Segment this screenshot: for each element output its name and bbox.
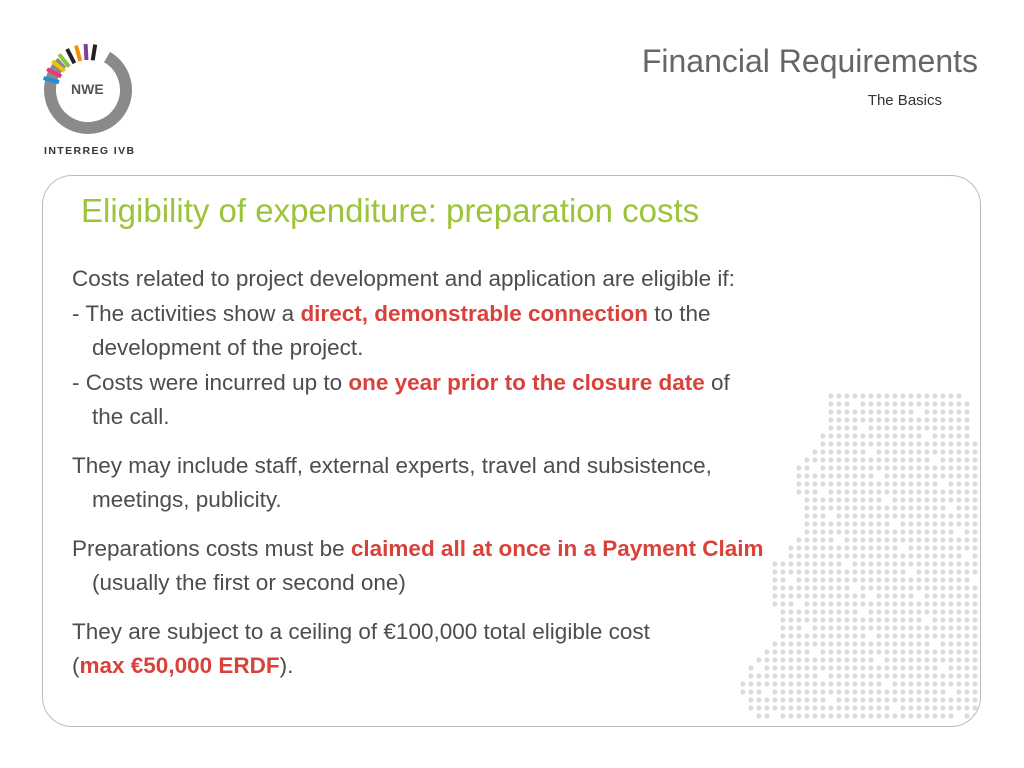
map-dot [844,697,849,702]
bullet-text: - Costs were incurred up to [72,369,349,395]
logo-stripe [86,44,87,60]
paragraph-included-costs [72,449,967,518]
map-dot [956,697,961,702]
map-dot [972,601,977,606]
logo-stripe [67,49,74,63]
highlight-text: max €50,000 ERDF [79,653,280,678]
map-dot [828,689,833,694]
map-dot [820,705,825,710]
map-dot [972,489,977,494]
map-dot [804,697,809,702]
map-dot [972,713,977,718]
map-dot [972,553,977,558]
map-dot [812,705,817,710]
map-dot [948,713,953,718]
map-dot [796,713,801,718]
map-dot [796,705,801,710]
map-dot [940,705,945,710]
map-dot [868,705,873,710]
map-dot [860,689,865,694]
map-dot [972,705,977,710]
paragraph-text: They may include staff, external experts, travel and subsistence, [72,452,712,478]
map-dot [796,689,801,694]
bullet-text: to the [648,300,711,326]
map-dot [836,713,841,718]
map-dot [748,705,753,710]
map-dot [900,689,905,694]
map-dot [972,497,977,502]
map-dot [908,697,913,702]
map-dot [972,689,977,694]
map-dot [876,689,881,694]
map-dot [972,617,977,622]
map-dot [916,713,921,718]
map-dot [764,705,769,710]
map-dot [772,705,777,710]
paragraph-eligibility [72,262,967,435]
map-dot [908,689,913,694]
paragraph-text: ( [72,653,80,678]
bullet-text: of [704,369,730,395]
map-dot [876,705,881,710]
map-dot [748,697,753,702]
map-dot [788,697,793,702]
map-dot [924,697,929,702]
bullet-continuation: the call. [92,404,170,429]
bullet-text: - The activities show a [72,300,301,326]
map-dot [868,713,873,718]
map-dot [868,697,873,702]
map-dot [940,697,945,702]
map-dot [884,697,889,702]
highlight-text: direct, demonstrable connection [300,300,649,326]
map-dot [972,665,977,670]
map-dot [964,713,969,718]
map-dot [844,705,849,710]
map-dot [788,689,793,694]
map-dot [860,705,865,710]
map-dot [972,633,977,638]
content-panel [42,175,981,727]
map-dot [924,689,929,694]
map-dot [852,689,857,694]
highlight-text: one year prior to the closure date [348,369,705,395]
map-dot [964,697,969,702]
map-dot [972,681,977,686]
map-dot [756,705,761,710]
map-dot [972,561,977,566]
paragraph-text: They are subject to a ceiling of €100,000 total eligible cost [72,618,650,644]
map-dot [788,705,793,710]
map-dot [884,705,889,710]
map-dot [972,569,977,574]
map-dot [916,689,921,694]
map-dot [972,657,977,662]
map-dot [756,697,761,702]
map-dot [844,713,849,718]
map-dot [892,713,897,718]
map-dot [964,705,969,710]
map-dot [844,689,849,694]
map-dot [972,473,977,478]
logo-stripe [76,46,80,61]
map-dot [972,529,977,534]
map-dot [972,537,977,542]
map-dot [884,713,889,718]
map-dot [972,545,977,550]
map-dot [764,713,769,718]
map-dot [940,689,945,694]
map-dot [972,625,977,630]
logo-mark-text: NWE [71,81,104,97]
map-dot [804,689,809,694]
map-dot [972,641,977,646]
map-dot [940,713,945,718]
paragraph-text: Preparations costs must be [72,535,351,561]
map-dot [972,593,977,598]
paragraph-continuation: meetings, publicity. [92,487,282,512]
map-dot [804,705,809,710]
map-dot [772,697,777,702]
claim-line [72,536,764,561]
slide-subtitle: The Basics [867,92,942,109]
eligibility-intro: Costs related to project development and application are eligible if: [72,266,735,291]
paragraph-continuation: (usually the first or second one) [92,570,406,595]
map-dot [820,697,825,702]
map-dot [932,689,937,694]
map-dot [876,697,881,702]
map-dot [972,649,977,654]
map-dot [836,689,841,694]
map-dot [756,713,761,718]
map-dot [780,713,785,718]
map-dot [972,521,977,526]
slide-title: Financial Requirements [641,43,978,79]
map-dot [788,713,793,718]
paragraph-text: ). [279,653,294,678]
highlight-text: claimed all at once in a Payment Claim [350,535,764,561]
map-dot [852,697,857,702]
map-dot [772,689,777,694]
map-dot [892,697,897,702]
map-dot [868,689,873,694]
map-dot [972,441,977,446]
bullet-closure-date [72,370,730,395]
map-dot [836,697,841,702]
slide-body [72,262,967,684]
map-dot [828,705,833,710]
map-dot [916,697,921,702]
map-dot [932,705,937,710]
map-dot [900,705,905,710]
map-dot [972,505,977,510]
map-dot [916,705,921,710]
map-dot [796,697,801,702]
map-dot [972,585,977,590]
map-dot [972,465,977,470]
map-dot [972,513,977,518]
map-dot [908,713,913,718]
map-dot [820,713,825,718]
map-dot [756,689,761,694]
map-dot [932,713,937,718]
map-dot [764,697,769,702]
slide-heading: Eligibility of expenditure: preparation costs [81,192,700,229]
map-dot [804,713,809,718]
map-dot [884,689,889,694]
map-dot [972,457,977,462]
map-dot [812,697,817,702]
map-dot [860,713,865,718]
bullet-continuation: development of the project. [92,335,364,360]
map-dot [828,713,833,718]
map-dot [876,713,881,718]
map-dot [972,697,977,702]
map-dot [900,697,905,702]
map-dot [748,689,753,694]
map-dot [900,713,905,718]
map-dot [956,705,961,710]
map-dot [812,713,817,718]
bullet-connection [72,301,711,326]
map-dot [948,697,953,702]
map-dot [860,697,865,702]
map-dot [836,705,841,710]
paragraph-claim [72,532,967,601]
paragraph-ceiling [72,615,967,684]
map-dot [780,705,785,710]
map-dot [972,449,977,454]
nwe-logo [40,40,140,160]
logo-caption: INTERREG IVB [44,145,136,157]
map-dot [972,609,977,614]
map-dot [908,705,913,710]
map-dot [812,689,817,694]
map-dot [972,673,977,678]
map-dot [740,689,745,694]
map-dot [892,689,897,694]
logo-stripe [93,45,96,61]
map-dot [780,689,785,694]
map-dot [964,689,969,694]
map-dot [932,697,937,702]
map-dot [948,705,953,710]
map-dot [820,689,825,694]
map-dot [780,697,785,702]
map-dot [972,481,977,486]
map-dot [956,689,961,694]
map-dot [924,713,929,718]
map-dot [852,705,857,710]
map-dot [924,705,929,710]
map-dot [852,713,857,718]
